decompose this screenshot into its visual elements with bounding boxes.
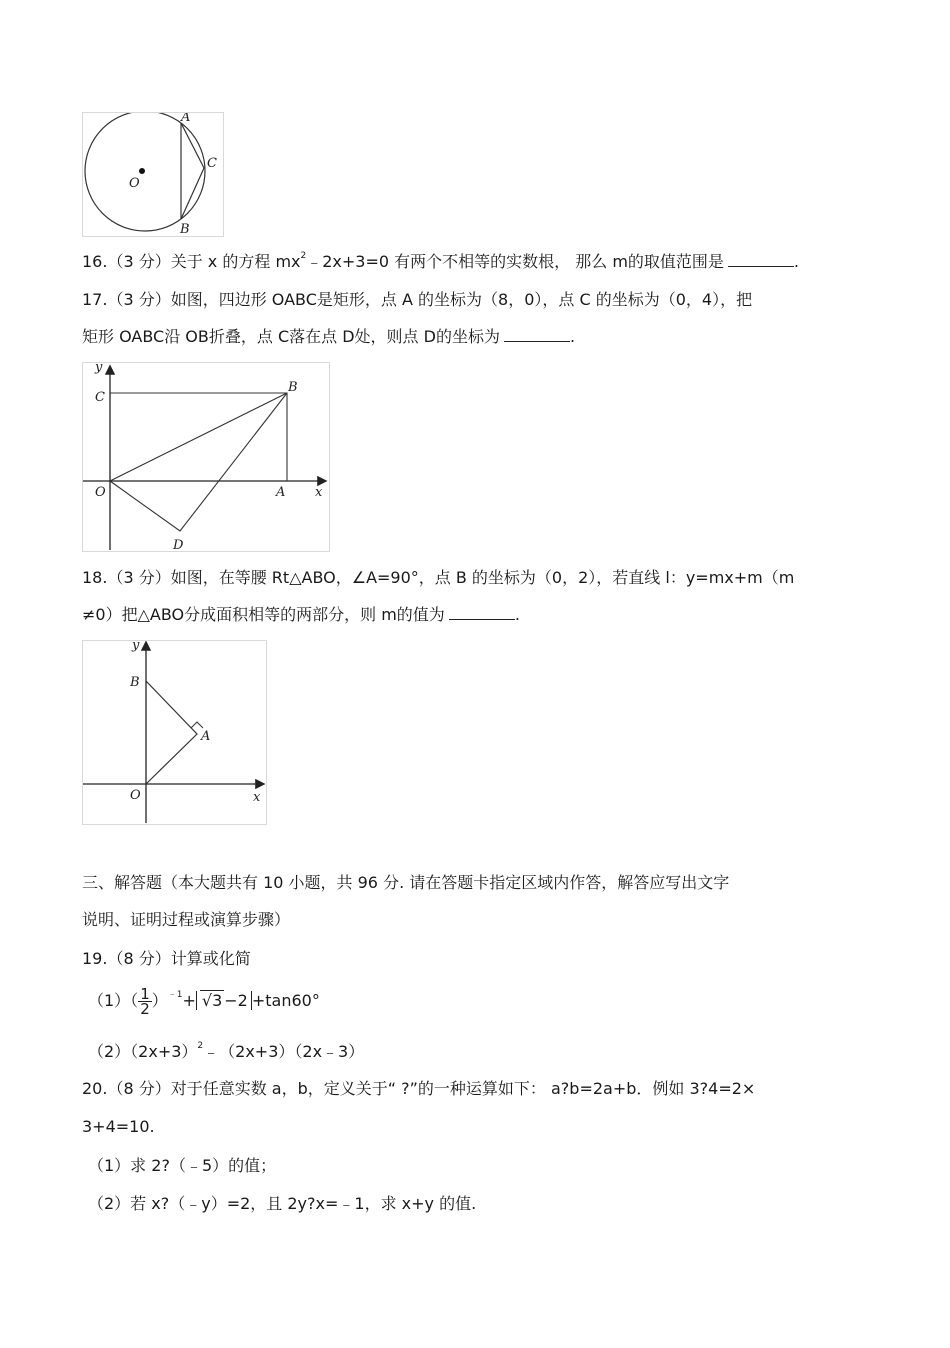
q16-text: 16.（3 分）关于 x 的方程 mx: [82, 252, 301, 271]
question-20-line2: 3+4=10.: [82, 1117, 155, 1136]
question-19-part1: [88, 986, 320, 1019]
question-19-title: 19.（8 分）计算或化简: [82, 949, 251, 968]
label-o: O: [129, 176, 140, 191]
question-20-line1: 20.（8 分）对于任意实数 a，b，定义关于“ ?”的一种运算如下： a?b=2a+b．例如 3?4=2×: [82, 1079, 756, 1098]
label-a: A: [181, 113, 191, 125]
q19-p2-exponent: 2: [197, 1041, 204, 1051]
label-b: B: [130, 675, 140, 690]
label-b: B: [180, 222, 190, 236]
circle-figure: [82, 112, 224, 237]
section-3-heading-line1: 三、解答题（本大题共有 10 小题，共 96 分. 请在答题卡指定区域内作答，解答应写出文字: [82, 873, 730, 892]
fraction-denominator: 2: [140, 1000, 150, 1018]
question-18-line2: [82, 604, 520, 626]
label-b: B: [288, 380, 298, 395]
fraction-one-half: [138, 987, 152, 1016]
label-a: A: [201, 729, 211, 744]
fraction-numerator: 1: [140, 985, 150, 1003]
q17-end: .: [569, 327, 576, 346]
question-17-line2: [82, 326, 575, 348]
sqrt-three: √3: [201, 991, 223, 1010]
q18-end: .: [514, 605, 520, 624]
label-a: A: [276, 485, 286, 500]
right-angle-mark: [191, 722, 203, 728]
question-20-part1: （1）求 2?（﹣5）的值；: [88, 1156, 277, 1175]
q18-text: ≠0）把△ABO分成面积相等的两部分，则 m的值为: [82, 605, 445, 624]
diagonal-ob: [110, 393, 287, 481]
q19-p1-close: ）: [151, 991, 168, 1010]
q19-p1-exponent: ﹣1: [167, 990, 183, 1000]
question-16: [82, 251, 799, 276]
folded-triangle: [110, 393, 287, 531]
answer-blank-16[interactable]: [728, 252, 794, 267]
question-19-part2: [88, 1041, 364, 1066]
q19-p1-plus: +: [182, 991, 196, 1010]
label-c: C: [207, 156, 217, 171]
circle-diagram: [83, 113, 223, 236]
rectangle-figure: [82, 362, 330, 552]
question-20-part2: （2）若 x?（﹣y）=2，且 2y?x=﹣1，求 x+y 的值.: [88, 1194, 477, 1213]
answer-blank-18[interactable]: [449, 605, 515, 620]
label-x: x: [315, 485, 323, 500]
question-17-line1: 17.（3 分）如图，四边形 OABC是矩形，点 A 的坐标为（8，0），点 C 的坐标为（0，4），把: [82, 290, 753, 309]
q17-text: 矩形 OABC沿 OB折叠，点 C落在点 D处，则点 D的坐标为: [82, 327, 500, 346]
center-point: [139, 168, 145, 174]
q16-end: .: [793, 252, 799, 271]
label-c: C: [95, 390, 105, 405]
q16-exponent: 2: [300, 251, 307, 261]
q16-text-2: ﹣2x+3=0 有两个不相等的实数根， 那么 m的取值范围是: [306, 252, 724, 271]
circle-outline: [85, 113, 205, 231]
triangle-figure: [82, 640, 267, 825]
section-3-heading-line2: 说明、证明过程或演算步骤）: [82, 910, 291, 929]
q19-p2-text: （2）（2x+3）: [88, 1042, 198, 1061]
q19-p1-tail: +tan60°: [251, 991, 320, 1010]
q19-p2-tail: ﹣（2x+3）（2x﹣3）: [203, 1042, 365, 1061]
label-o: O: [95, 485, 106, 500]
label-d: D: [173, 538, 184, 551]
label-o: O: [130, 788, 141, 803]
segment-ac: [181, 123, 204, 168]
label-y: y: [132, 641, 140, 653]
triangle-diagram: [83, 641, 266, 824]
triangle-abo: [146, 681, 197, 784]
label-x: x: [253, 790, 261, 805]
answer-blank-17[interactable]: [504, 327, 570, 342]
minus-two: −2: [224, 991, 248, 1010]
q19-p1-lead: （1）（: [88, 991, 139, 1010]
rectangle-diagram: [83, 363, 329, 551]
label-y: y: [95, 363, 103, 375]
question-18-line1: 18.（3 分）如图，在等腰 Rt△ABO，∠A=90°，点 B 的坐标为（0，2），若直线 l：y=mx+m（m: [82, 568, 795, 587]
absolute-value: [196, 991, 252, 1010]
